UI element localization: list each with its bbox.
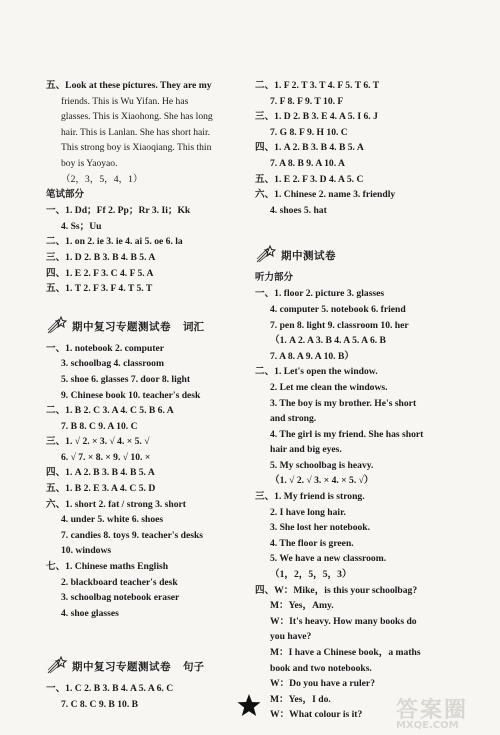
left-top-section [46,78,246,187]
sentence-answers [46,681,246,712]
answer-line: 3. schoolbag 4. classroom [61,358,164,370]
answer-line: 一、1. floor 2. picture 3. glasses [255,288,385,300]
answer-line: hair and big eyes. [270,444,342,456]
vocab-answers [46,341,246,622]
answer-line: 四、1. E 2. F 3. C 4. F 5. A [46,267,154,279]
answer-line: 二、1. Let's open the window. [255,366,378,378]
midterm-heading [255,238,460,264]
answer-line: 六、1. Chinese 2. name 3. friendly [255,189,396,201]
answer-line: 10. windows [61,545,112,557]
answer-line: 7. A 8. B 9. A 10. A [270,157,345,169]
answer-line: 四、W：Mike，is this your schoolbag? [255,584,418,596]
answer-line: 三、1. D 2. B 3. E 4. A 5. I 6. J [255,111,378,123]
answer-line: （1. A 2. A 3. B 4. A 5. A 6. B [270,335,386,347]
answer-line: 六、1. short 2. fat / strong 3. short [46,498,186,510]
answer-line: 五、1. B 2. E 3. A 4. C 5. D [46,483,156,495]
answer-line: 三、1. D 2. B 3. B 4. B 5. A [46,251,156,263]
answer-line: 4. The girl is my friend. She has short [270,428,424,440]
answer-line: book and two notebooks. [270,662,372,674]
answer-line: 2. I have long hair. [270,506,346,518]
right-top-section [255,78,460,218]
star-icon [236,692,262,718]
answer-line: hair. This is Lanlan. She has short hair. [61,126,211,138]
answer-line: 7. A 8. A 9. A 10. B） [270,350,354,362]
answer-line: 7. candies 8. toys 9. teacher's desks [61,529,204,541]
answer-line: 4. computer 5. notebook 6. friend [270,303,406,315]
answer-line: you have? [270,631,312,643]
listening-section-label: 听力部分 [255,272,294,284]
answer-line: 7. pen 8. light 9. classroom 10. her [270,319,409,331]
vocab-heading-title: 期中复习专题测试卷 [72,320,171,333]
answer-line: 7. G 8. F 9. H 10. C [270,126,348,138]
answer-line: 七、1. Chinese maths English [46,561,169,573]
answer-line: 5. shoe 6. glasses 7. door 8. light [61,373,191,385]
watermark [396,693,496,733]
answer-line: 5. My schoolbag is heavy. [270,459,374,471]
answer-line: 三、1. √ 2. × 3. √ 4. × 5. √ [46,436,150,448]
sentence-heading-sub: 句子 [183,661,204,674]
answer-line: （1，2，5，5，3） [270,569,352,581]
answer-line: 一、1. notebook 2. computer [46,342,165,354]
comet-icon [255,242,277,264]
answer-line: W：What colour is it? [270,709,363,721]
answer-line: 3. The boy is my brother. He's short [270,397,417,409]
answer-line: friends. This is Wu Yifan. He has [61,95,189,107]
answer-line: 7. B 8. C 9. A 10. C [61,420,138,432]
vocab-heading [46,309,246,335]
answer-line: 一、1. Dd；Ff 2. Pp；Rr 3. Ii；Kk [46,205,191,217]
answer-line: 二、1. F 2. T 3. T 4. F 5. T 6. T [255,80,380,91]
answer-line: 五、Look at these pictures. They are my [46,80,212,91]
answer-line: 三、1. My friend is strong. [255,491,365,503]
comet-icon [46,653,68,675]
answer-line: 7. C 8. C 9. B 10. B [61,699,139,710]
answer-line: （1. √ 2. √ 3. × 4. × 5. √） [270,475,374,487]
answer-line: 二、1. on 2. ie 3. ie 4. ai 5. oe 6. la [46,236,183,248]
answer-line: 五、1. T 2. F 3. F 4. T 5. T [46,283,153,295]
answer-line: W：Do you have a ruler? [270,678,375,690]
answer-line: 5. We have a new classroom. [270,553,387,565]
vocab-heading-sub: 词汇 [183,320,204,333]
answer-line: 4. shoe glasses [61,607,119,619]
watermark-url: MXQE.COM [396,720,459,731]
answer-line: 6. √ 7. × 8. × 9. √ 10. × [61,451,151,463]
answer-line: 2. blackboard teacher's desk [61,576,178,588]
left-column [46,78,246,713]
answer-line: 四、1. A 2. B 3. B 4. B 5. A [46,467,155,479]
answer-line: （2，3，5，4，1） [61,173,143,185]
midterm-answers [255,286,460,723]
answer-line: M：Yes，Amy. [270,600,334,612]
answer-line: 二、1. B 2. C 3. A 4. C 5. B 6. A [46,405,174,417]
answer-line: 4. Ss；Uu [61,220,102,232]
answer-line: 2. Let me clean the windows. [270,381,388,393]
answer-line: 4. The floor is green. [270,537,354,549]
answer-line: M：Yes，I do. [270,693,331,705]
sentence-heading-title: 期中复习专题测试卷 [72,661,171,674]
answer-line: 7. F 8. F 9. T 10. F [270,95,344,107]
answer-line: glasses. This is Xiaohong. She has long [61,111,213,123]
written-answers [46,203,246,297]
answer-line: 一、1. C 2. B 3. B 4. A 5. A 6. C [46,683,174,695]
answer-line: 五、1. E 2. F 3. D 4. A 5. C [255,173,364,185]
sentence-heading [46,649,246,675]
answer-line: 四、1. A 2. B 3. B 4. B 5. A [255,142,364,154]
comet-icon [46,313,68,335]
right-column [255,78,460,723]
answer-line: 4. under 5. white 6. shoes [61,514,164,526]
midterm-heading-title: 期中测试卷 [281,250,336,263]
answer-line: W：It's heavy. How many books do [270,615,417,627]
answer-line: 9. Chinese book 10. teacher's desk [61,389,201,401]
answer-line: and strong. [270,413,317,425]
answer-line: 3. schoolbag notebook eraser [61,592,180,604]
watermark-logo-text: 答案圈 [396,698,469,723]
answer-line: This strong boy is Xiaoqiang. This thin [61,142,212,154]
answer-line: boy is Yaoyao. [61,157,118,169]
answer-line: M：I have a Chinese book，a maths [270,647,421,658]
answer-line: 3. She lost her notebook. [270,522,371,534]
answer-line: 4. shoes 5. hat [270,204,327,216]
written-section-label: 笔试部分 [46,189,85,201]
